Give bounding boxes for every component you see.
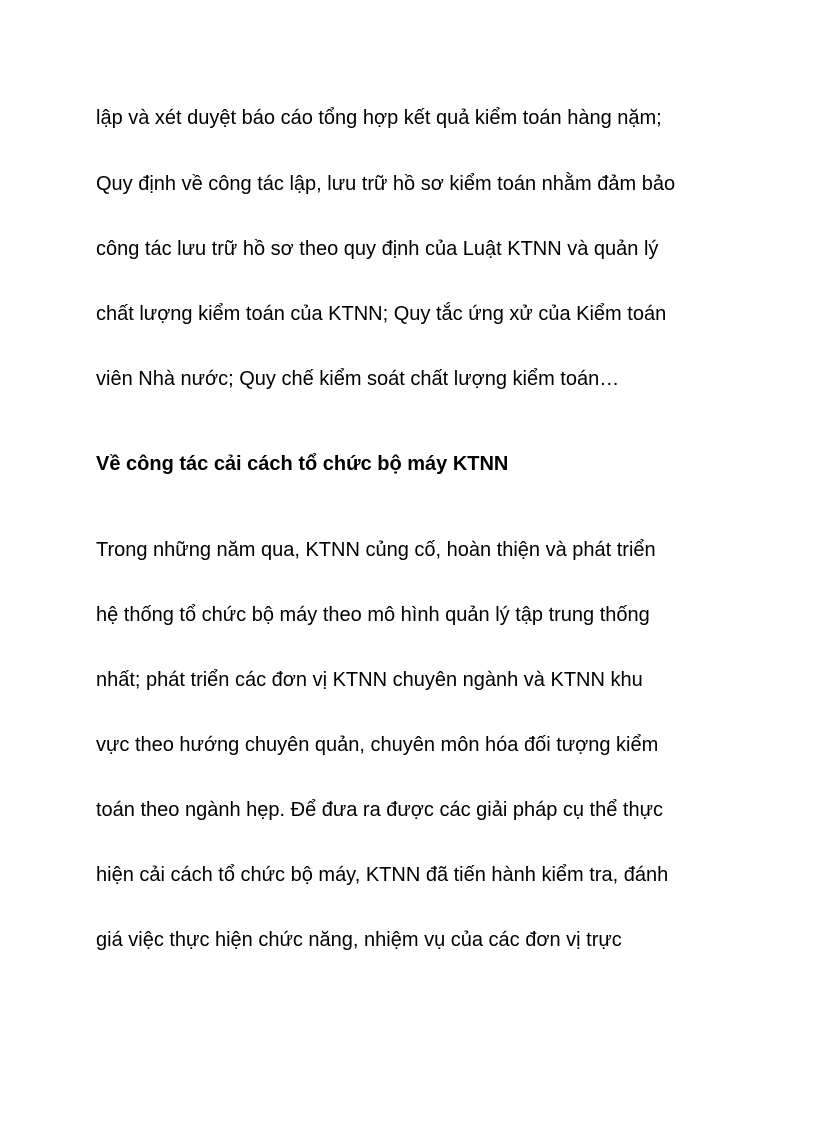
paragraph-1-line-2: Quy định về công tác lập, lưu trữ hồ sơ kiểm toán nhằm đảm bảo [96,173,676,195]
paragraph-1-line-4: chất lượng kiểm toán của KTNN; Quy tắc ứng xử của Kiểm toán [96,303,667,325]
paragraph-2-line-4: vực theo hướng chuyên quản, chuyên môn hóa đối tượng kiểm [96,734,659,756]
paragraph-2-line-2: hệ thống tổ chức bộ máy theo mô hình quản lý tập trung thống [96,604,650,626]
section-heading: Về công tác cải cách tổ chức bộ máy KTNN [96,453,509,475]
paragraph-1-line-5: viên Nhà nước; Quy chế kiểm soát chất lượng kiểm toán… [96,368,620,390]
paragraph-2-line-3: nhất; phát triển các đơn vị KTNN chuyên ngành và KTNN khu [96,669,643,691]
paragraph-2-line-7: giá việc thực hiện chức năng, nhiệm vụ của các đơn vị trực [96,929,622,951]
paragraph-2-line-1: Trong những năm qua, KTNN củng cố, hoàn thiện và phát triển [96,539,656,561]
paragraph-2-line-5: toán theo ngành hẹp. Để đưa ra được các giải pháp cụ thể thực [96,799,663,821]
paragraph-1-line-3: công tác lưu trữ hồ sơ theo quy định của Luật KTNN và quản lý [96,238,659,260]
paragraph-1-line-1: lập và xét duyệt báo cáo tổng hợp kết quả kiểm toán hàng nặm; [96,107,662,129]
paragraph-2-line-6: hiện cải cách tổ chức bộ máy, KTNN đã tiến hành kiểm tra, đánh [96,864,669,886]
